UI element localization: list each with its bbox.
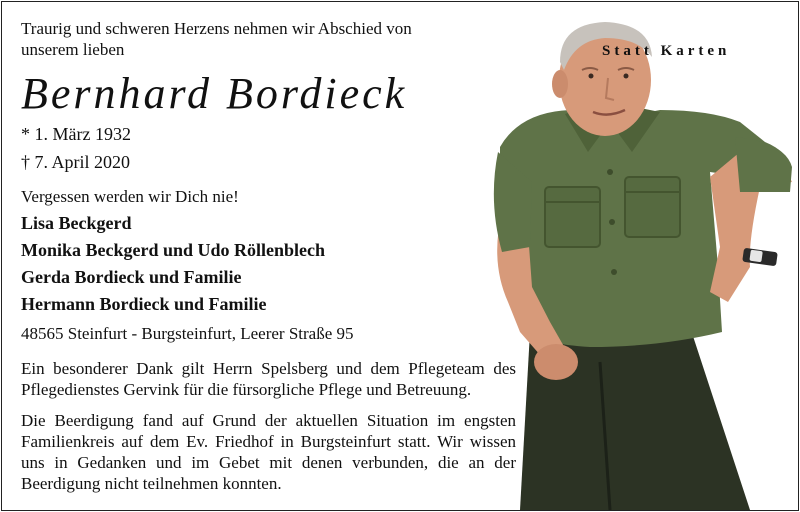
mourner-name: Hermann Bordieck und Familie xyxy=(21,294,267,314)
intro-text: Traurig und schweren Herzens nehmen wir Abschied von unserem lieben xyxy=(21,19,412,59)
funeral-paragraph: Die Beerdigung fand auf Grund der aktuellen Situation im engsten Familienkreis auf dem Ev. Friedhof in Burgsteinfurt statt. Wir wissen uns in Gedanken und im Gebet mit denen verbunden, die an der Beerdigung nicht teilnehmen konnten. xyxy=(21,411,516,493)
thanks-paragraph: Ein besonderer Dank gilt Herrn Spelsberg und dem Pflegeteam des Pflegedienstes Gervink für die fürsorgliche Pflege und Betreuung. xyxy=(21,359,516,399)
death-date: † 7. April 2020 xyxy=(21,152,131,172)
mourner-name: Monika Beckgerd und Udo Röllenblech xyxy=(21,240,326,260)
mourner-name: Gerda Bordieck und Familie xyxy=(21,267,242,287)
mourners-list xyxy=(21,210,325,318)
obituary-card xyxy=(1,1,799,511)
mourner-name: Lisa Beckgerd xyxy=(21,213,132,233)
birth-date: * 1. März 1932 xyxy=(21,124,131,144)
address: 48565 Steinfurt - Burgsteinfurt, Leerer Straße 95 xyxy=(21,324,354,343)
statt-karten-label: Statt Karten xyxy=(602,43,731,59)
deceased-name: Bernhard Bordieck xyxy=(21,69,408,118)
remembrance-note: Vergessen werden wir Dich nie! xyxy=(21,187,239,206)
